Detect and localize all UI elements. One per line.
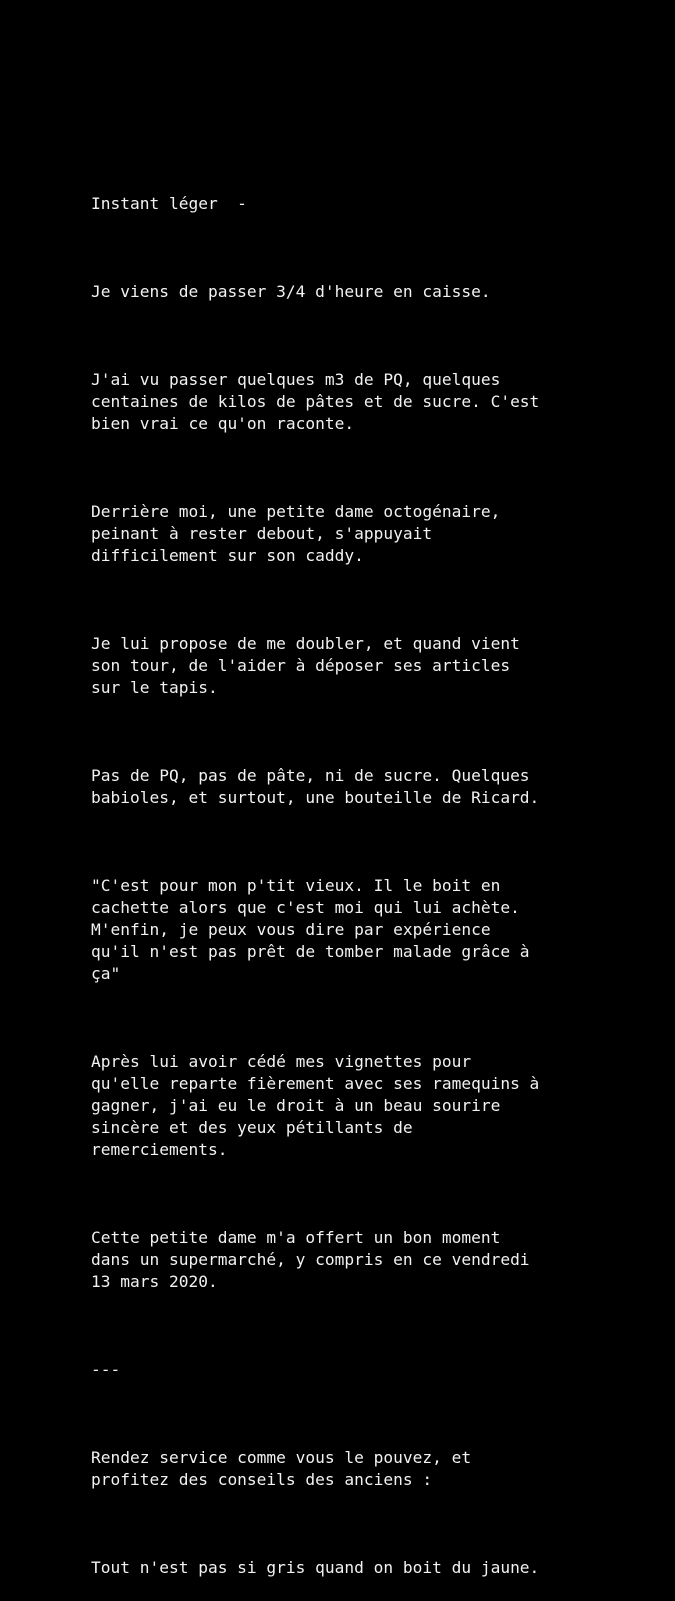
story-paragraph: Après lui avoir cédé mes vignettes pour qu'elle reparte fièrement avec ses ramequins à gagner, j'ai eu le droit à un beau sourire sincère et des yeux pétillants de remerciements. [91, 1052, 540, 1159]
story-paragraph: Je lui propose de me doubler, et quand vient son tour, de l'aider à déposer ses articles sur le tapis. [91, 634, 520, 697]
story-paragraph: Je viens de passer 3/4 d'heure en caisse. [91, 282, 491, 301]
story-closing: Rendez service comme vous le pouvez, et profitez des conseils des anciens : [91, 1448, 472, 1489]
story-closing-line: Tout n'est pas si gris quand on boit du jaune. [91, 1558, 540, 1577]
story-paragraph: "C'est pour mon p'tit vieux. Il le boit en cachette alors que c'est moi qui lui achète. M'enfin, je peux vous dire par expérience qu'il n'est pas prêt de tomber malade grâce à ça" [91, 876, 530, 983]
story-paragraph: Cette petite dame m'a offert un bon moment dans un supermarché, y compris en ce vendredi 13 mars 2020. [91, 1228, 530, 1291]
story-paragraph: Derrière moi, une petite dame octogénaire, peinant à rester debout, s'appuyait difficilement sur son caddy. [91, 502, 501, 565]
story-separator: --- [91, 1360, 121, 1379]
story-heading: Instant léger - [91, 194, 247, 213]
story-paragraph: J'ai vu passer quelques m3 de PQ, quelques centaines de kilos de pâtes et de sucre. C'est bien vrai ce qu'on raconte. [91, 370, 540, 433]
story-text-block [91, 149, 651, 1601]
story-paragraph: Pas de PQ, pas de pâte, ni de sucre. Quelques babioles, et surtout, une bouteille de Ricard. [91, 766, 540, 807]
